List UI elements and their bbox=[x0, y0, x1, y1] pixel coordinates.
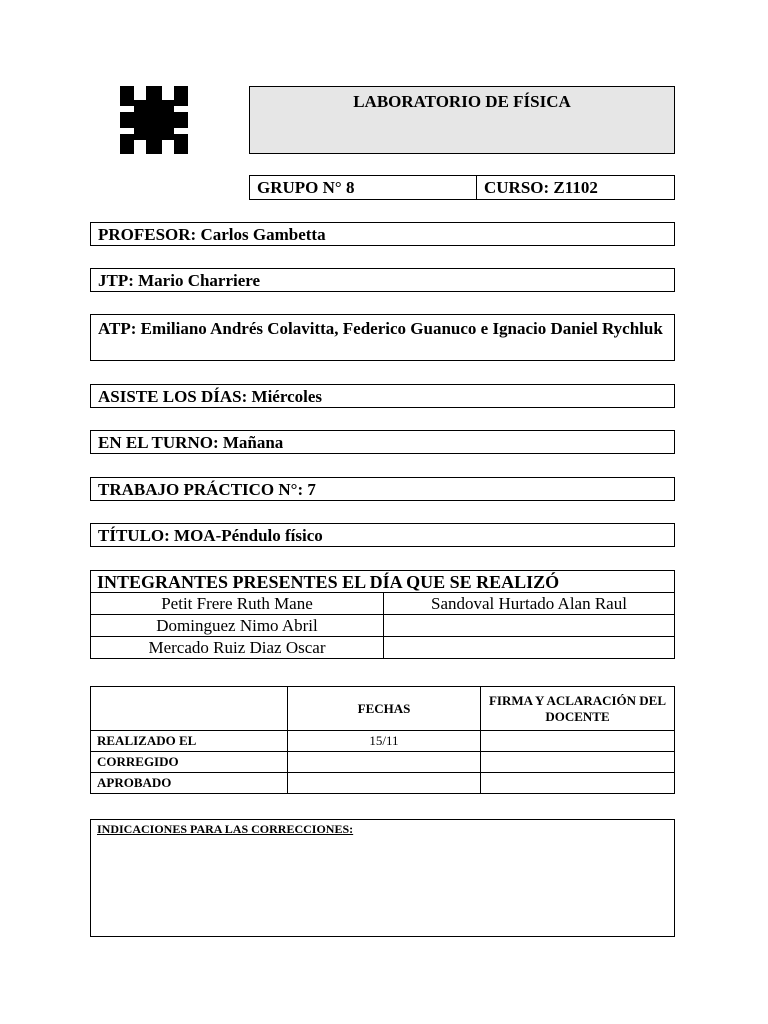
course-code: CURSO: Z1102 bbox=[484, 178, 598, 197]
signature-column-header: FIRMA Y ACLARACIÓN DEL DOCENTE bbox=[481, 687, 675, 731]
corrections-notes-label: INDICACIONES PARA LAS CORRECCIONES: bbox=[97, 822, 354, 836]
member-cell: Dominguez Nimo Abril bbox=[91, 615, 384, 637]
date-cell: 15/11 bbox=[288, 731, 481, 752]
group-course-row bbox=[249, 175, 675, 200]
row-label: REALIZADO EL bbox=[91, 731, 288, 752]
members-heading: INTEGRANTES PRESENTES EL DÍA QUE SE REALIZÓ bbox=[91, 571, 675, 593]
atp-field: ATP: Emiliano Andrés Colavitta, Federico Guanuco e Ignacio Daniel Rychluk bbox=[90, 314, 675, 361]
table-row bbox=[91, 731, 675, 752]
member-cell: Sandoval Hurtado Alan Raul bbox=[384, 593, 675, 615]
signature-cell bbox=[481, 773, 675, 794]
member-cell: Petit Frere Ruth Mane bbox=[91, 593, 384, 615]
dates-column-header: FECHAS bbox=[288, 687, 481, 731]
lab-title-box bbox=[249, 86, 675, 154]
corrections-notes-box bbox=[90, 819, 675, 937]
shift-field: EN EL TURNO: Mañana bbox=[90, 430, 675, 454]
member-cell bbox=[384, 615, 675, 637]
group-number: GRUPO N° 8 bbox=[250, 176, 477, 199]
signature-cell bbox=[481, 752, 675, 773]
jtp-field: JTP: Mario Charriere bbox=[90, 268, 675, 292]
table-row bbox=[91, 615, 675, 637]
attendance-days-field: ASISTE LOS DÍAS: Miércoles bbox=[90, 384, 675, 408]
members-table bbox=[90, 570, 675, 659]
row-label: APROBADO bbox=[91, 773, 288, 794]
empty-header-cell bbox=[91, 687, 288, 731]
member-cell: Mercado Ruiz Diaz Oscar bbox=[91, 637, 384, 659]
row-label: CORREGIDO bbox=[91, 752, 288, 773]
title-field: TÍTULO: MOA-Péndulo físico bbox=[90, 523, 675, 547]
signature-cell bbox=[481, 731, 675, 752]
lab-title: LABORATORIO DE FÍSICA bbox=[353, 92, 571, 111]
table-row bbox=[91, 773, 675, 794]
table-header-row bbox=[91, 687, 675, 731]
dates-table bbox=[90, 686, 675, 794]
table-row bbox=[91, 752, 675, 773]
member-cell bbox=[384, 637, 675, 659]
table-row bbox=[91, 637, 675, 659]
table-row bbox=[91, 593, 675, 615]
practical-work-field: TRABAJO PRÁCTICO N°: 7 bbox=[90, 477, 675, 501]
date-cell bbox=[288, 773, 481, 794]
utn-logo-icon bbox=[120, 86, 188, 154]
date-cell bbox=[288, 752, 481, 773]
professor-field: PROFESOR: Carlos Gambetta bbox=[90, 222, 675, 246]
